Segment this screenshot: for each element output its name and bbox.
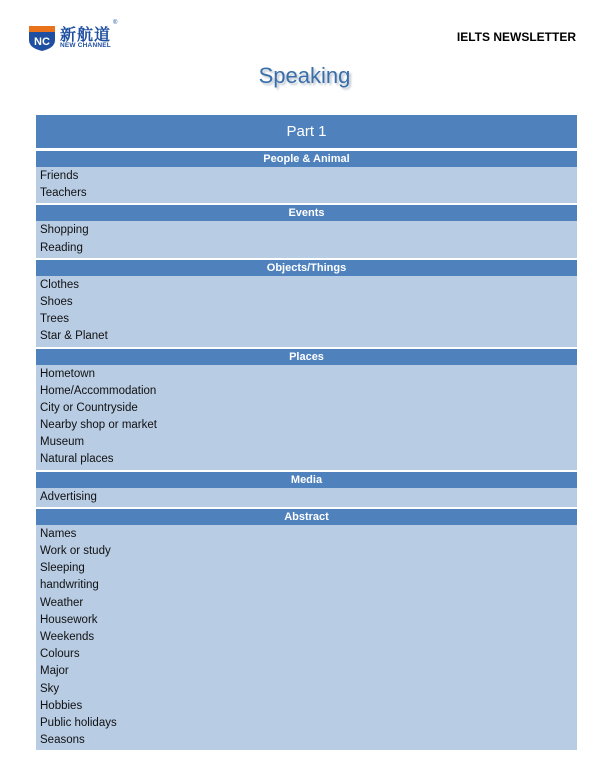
logo-english-text: NEW CHANNEL <box>60 42 111 49</box>
topic-item: Natural places <box>40 453 114 466</box>
topic-item: Hometown <box>40 367 95 380</box>
category-items <box>36 525 577 750</box>
topic-item: Names <box>40 527 77 540</box>
topic-item: Housework <box>40 613 98 626</box>
topic-item: Sky <box>40 682 60 695</box>
topic-item: Seasons <box>40 734 85 747</box>
category-header: Places <box>36 349 577 365</box>
topic-item: Friends <box>40 170 79 182</box>
logo-mark-text: NC <box>34 36 50 48</box>
category-header: Objects/Things <box>36 260 577 276</box>
topic-item: Museum <box>40 436 85 449</box>
category-items <box>36 167 577 203</box>
topic-item: Star & Planet <box>40 330 108 343</box>
category-items <box>36 488 577 507</box>
topic-item: Hobbies <box>40 699 83 712</box>
category-items <box>36 276 577 347</box>
newsletter-label: IELTS NEWSLETTER <box>456 30 576 44</box>
topic-item: Work or study <box>40 545 111 557</box>
logo-chinese-text: 新航道 <box>60 25 112 44</box>
topic-item: Shoes <box>40 295 73 308</box>
registered-mark: ® <box>113 20 118 26</box>
topic-item: Weather <box>40 596 84 609</box>
topic-item: Major <box>40 665 69 678</box>
topic-table <box>36 115 577 752</box>
topic-item: Reading <box>40 241 83 254</box>
topic-item: City or Countryside <box>40 401 138 414</box>
category-header: People & Animal <box>36 151 577 167</box>
category-header: Events <box>36 205 577 221</box>
topic-item: Advertising <box>40 490 97 503</box>
page-title: Speaking <box>258 63 351 88</box>
topic-item: Public holidays <box>40 716 117 729</box>
new-channel-logo <box>27 22 122 54</box>
topic-item: Weekends <box>40 630 95 643</box>
category-header: Media <box>36 472 577 488</box>
part-header: Part 1 <box>36 115 577 148</box>
topic-item: handwriting <box>40 579 99 592</box>
topic-item: Colours <box>40 648 80 661</box>
category-items <box>36 365 577 470</box>
topic-item: Home/Accommodation <box>40 384 157 397</box>
shield-logo-icon <box>27 24 57 52</box>
topic-item: Teachers <box>40 187 87 200</box>
topic-item: Clothes <box>40 278 79 291</box>
category-items <box>36 221 577 257</box>
topic-item: Trees <box>40 313 69 326</box>
topic-item: Shopping <box>40 224 89 237</box>
page-header <box>0 0 609 60</box>
category-header: Abstract <box>36 509 577 525</box>
topic-item: Sleeping <box>40 562 85 575</box>
topic-item: Nearby shop or market <box>40 419 157 432</box>
